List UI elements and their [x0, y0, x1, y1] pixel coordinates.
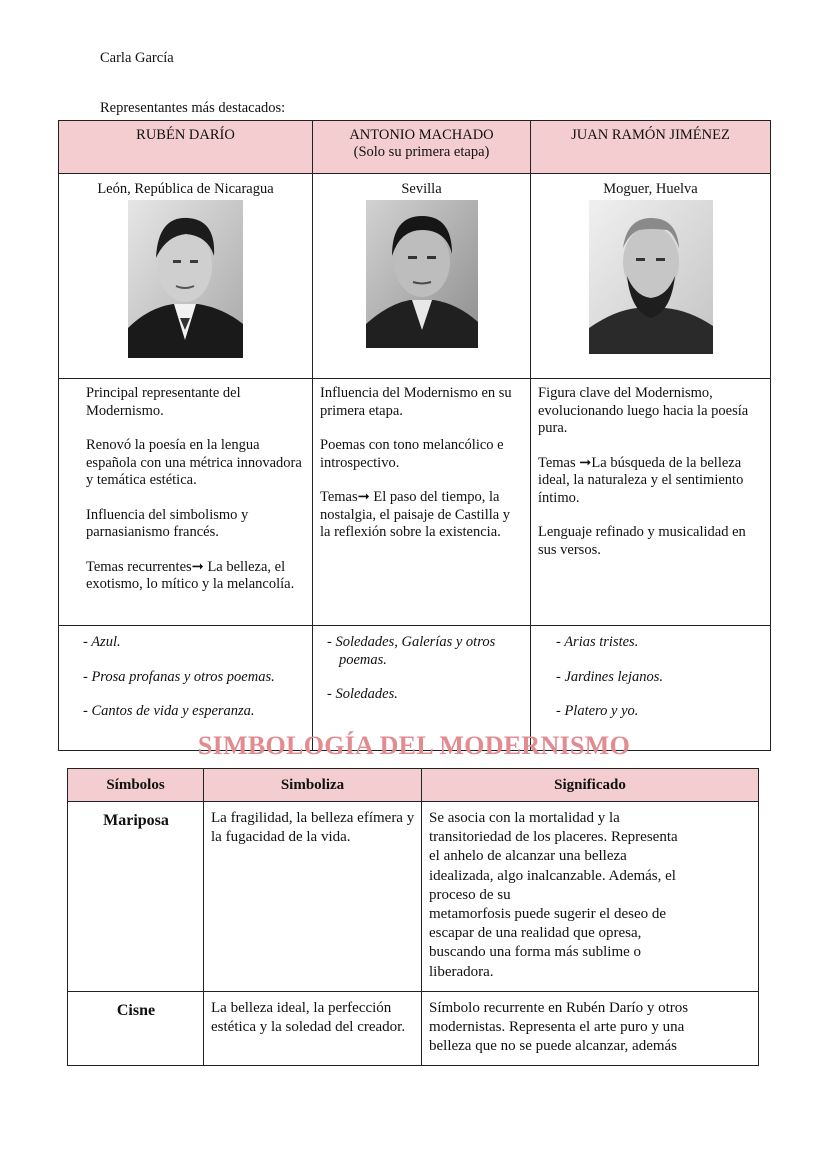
- meaning-line: el anhelo de alcanzar una belleza: [429, 848, 627, 865]
- header-symbolizes: Simboliza: [204, 769, 422, 802]
- work-title: - Platero y yo.: [556, 703, 639, 719]
- portrait-ruben-dario: [128, 200, 243, 358]
- description-paragraph: Influencia del simbolismo y parnasianismo francés.: [86, 506, 249, 540]
- rep-description-jimenez: [531, 379, 771, 626]
- work-title: - Azul.: [83, 634, 121, 650]
- rep-name: ANTONIO MACHADO: [349, 127, 494, 143]
- meaning-line: belleza que no se puede alcanzar, además: [429, 1038, 678, 1055]
- work-title: - Jardines lejanos.: [556, 668, 663, 685]
- description-paragraph: Temas ➞La búsqueda de la belleza ideal, la naturaleza y el sentimiento íntimo.: [538, 454, 744, 506]
- rep-place: Moguer, Huelva: [603, 181, 698, 197]
- representatives-bio-row: [59, 174, 771, 379]
- rep-header-machado: [313, 121, 531, 174]
- rep-place: Sevilla: [401, 181, 442, 197]
- description-paragraph: Lenguaje refinado y musicalidad en sus versos.: [538, 524, 746, 558]
- portrait-antonio-machado: [366, 200, 478, 348]
- symbol-name: Mariposa: [68, 802, 204, 992]
- portrait-juan-ramon-jimenez: [589, 200, 713, 354]
- meaning-line: Se asocia con la mortalidad y la: [429, 810, 620, 826]
- meaning-line: metamorfosis puede sugerir el deseo de: [429, 906, 667, 923]
- rep-name: JUAN RAMÓN JIMÉNEZ: [571, 127, 730, 143]
- work-title: - Arias tristes.: [556, 634, 639, 650]
- meaning-line: buscando una forma más sublime o: [429, 944, 642, 961]
- description-paragraph: Temas➞ El paso del tiempo, la nostalgia, el paisaje de Castilla y la reflexión sobre la existencia.: [320, 489, 511, 540]
- representatives-table: [58, 120, 771, 751]
- representatives-description-row: [59, 379, 771, 626]
- meaning-line: idealizada, algo inalcanzable. Además, el: [429, 867, 676, 884]
- rep-subtitle: (Solo su primera etapa): [353, 144, 490, 160]
- description-paragraph: Influencia del Modernismo en su primera etapa.: [320, 385, 512, 419]
- symbol-row-mariposa: [68, 802, 759, 992]
- rep-header-jimenez: [531, 121, 771, 174]
- meaning-line: transitoriedad de los placeres. Representa: [429, 829, 678, 846]
- rep-bio-machado: [313, 174, 531, 379]
- symbology-table: [67, 768, 759, 1066]
- meaning-line: Símbolo recurrente en Rubén Darío y otros: [429, 1000, 689, 1016]
- representatives-heading: Representantes más destacados:: [100, 100, 286, 116]
- symbol-meaning: [422, 802, 759, 992]
- description-paragraph: Temas recurrentes➞ La belleza, el exotismo, lo mítico y la melancolía.: [86, 558, 295, 592]
- symbol-row-cisne: [68, 992, 759, 1066]
- meaning-line: modernistas. Representa el arte puro y una: [429, 1019, 685, 1036]
- rep-description-dario: [59, 379, 313, 626]
- header-meaning: Significado: [422, 769, 759, 802]
- rep-place: León, República de Nicaragua: [97, 181, 274, 197]
- rep-description-machado: [313, 379, 531, 626]
- meaning-line: liberadora.: [429, 963, 494, 980]
- description-paragraph: Principal representante del Modernismo.: [86, 385, 241, 419]
- rep-bio-dario: [59, 174, 313, 379]
- rep-header-dario: [59, 121, 313, 174]
- representatives-header-row: [59, 121, 771, 174]
- description-paragraph: Renovó la poesía en la lengua española con una métrica innovadora y temática estética.: [86, 437, 302, 488]
- header-symbols: Símbolos: [68, 769, 204, 802]
- symbology-title: SIMBOLOGÍA DEL MODERNISMO: [197, 731, 631, 760]
- work-title: - Cantos de vida y esperanza.: [83, 703, 255, 719]
- rep-bio-jimenez: [531, 174, 771, 379]
- work-title: - Prosa profanas y otros poemas.: [83, 668, 275, 685]
- symbol-symbolizes: La belleza ideal, la perfección estética y la soledad del creador.: [204, 992, 422, 1066]
- description-paragraph: Poemas con tono melancólico e introspectivo.: [320, 437, 504, 471]
- author-name: Carla García: [100, 50, 174, 66]
- symbol-meaning: [422, 992, 759, 1066]
- symbology-header-row: [68, 769, 759, 802]
- symbol-symbolizes: La fragilidad, la belleza efímera y la fugacidad de la vida.: [204, 802, 422, 992]
- work-title: - Soledades, Galerías y otros poemas.: [327, 634, 496, 668]
- rep-name: RUBÉN DARÍO: [136, 127, 235, 143]
- work-title: - Soledades.: [327, 686, 398, 702]
- meaning-line: escapar de una realidad que opresa,: [429, 925, 642, 942]
- description-paragraph: Figura clave del Modernismo, evolucionando luego hacia la poesía pura.: [538, 385, 749, 436]
- meaning-line: proceso de su: [429, 886, 511, 903]
- symbol-name: Cisne: [68, 992, 204, 1066]
